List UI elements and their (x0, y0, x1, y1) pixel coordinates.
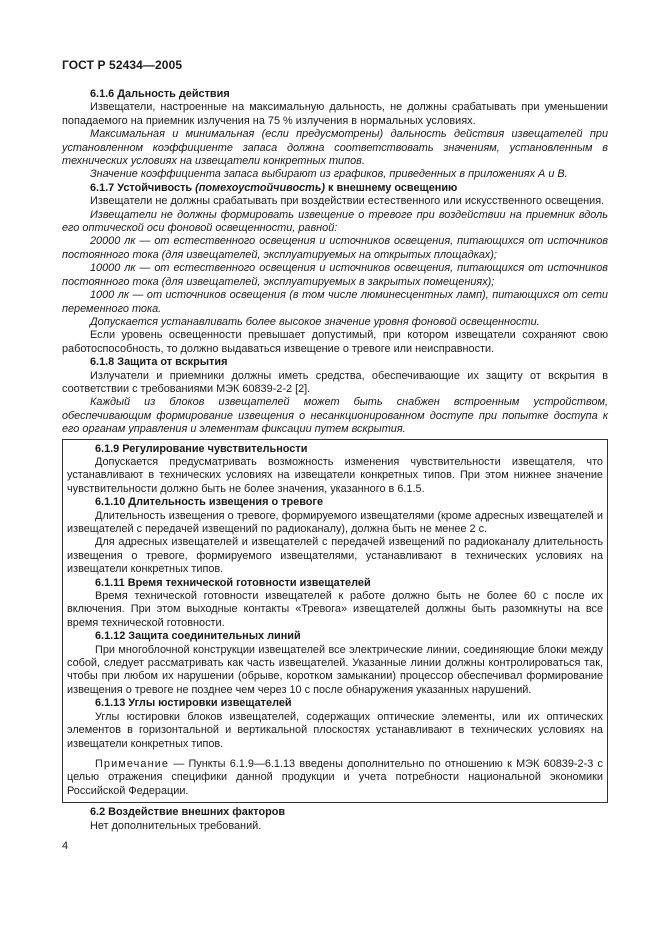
section-6-2-heading: 6.2 Воздействие внешних факторов (90, 806, 286, 819)
section-6-1-12-heading: 6.1.12 Защита соединительных линий (95, 630, 301, 643)
section-6-1-6-paragraph: Извещатели, настроенные на максимальную дальность, не должны срабатывать при уменьшении попадаемого на приемник излучения на 75 % излучения в нормальных условиях. (62, 101, 608, 127)
section-6-1-6-paragraph: Максимальная и минимальная (если предусмотрены) дальность действия извещателей при установленном коэффициенте запаса должна соответствовать значениям, установленным в технических условиях на извещатели конкретных типов. (62, 128, 608, 168)
document-body (62, 88, 608, 833)
section-6-1-9-heading: 6.1.9 Регулирование чувствительности (95, 442, 308, 455)
section-6-1-11-paragraph: Время технической готовности извещателей к работе должно быть не более 60 с после их включения. При этом выходные контакты «Тревога» извещателей должны быть разомкнуты на все время технической готовности. (67, 590, 603, 629)
section-6-1-12-paragraph: При многоблочной конструкции извещателей все электрические линии, соединяющие блоки между собой, следует рассматривать как часть извещателей. Указанные линии должны контролироваться так, чтобы при любом их нарушении (обрыве, коротком замыкании) процессор обеспечивал формирование извещения о тревоге не позднее чем через 10 с после обнаружения указанных нарушений. (67, 643, 603, 696)
section-6-1-9-paragraph: Допускается предусматривать возможность изменения чувствительности извещателя, что устанавливают в технических условиях на извещатели конкретных типов. При этом нижнее значение чувствительности должно быть не более значения, указанного в 6.1.5. (67, 455, 603, 495)
section-6-1-7-paragraph: Извещатели не должны формировать извещение о тревоге при воздействии на приемник вдоль его оптической оси фоновой освещенности, равной: (62, 208, 608, 235)
framed-additions-box (62, 439, 608, 804)
heading-text: к внешнему освещению (324, 181, 458, 194)
section-6-1-7-paragraph: 20000 лк — от естественного освещения и источников освещения, питающихся от источников постоянного тока (для извещателей, эксплуатируемых на открытых площадках); (62, 235, 608, 261)
section-6-1-8-paragraph: Излучатели и приемники должны иметь средства, обеспечивающие их защиту от вскрытия в соответствии с требованиями МЭК 60839-2-2 [2]. (62, 369, 608, 395)
heading-italic-text: (помехоустойчивость) (195, 181, 325, 194)
section-6-1-7-paragraph: Извещатели не должны срабатывать при воздействии естественного или искусственного освещения. (90, 195, 605, 208)
note-label: Примечание (95, 757, 170, 770)
section-6-1-8-heading: 6.1.8 Защита от вскрытия (90, 356, 228, 369)
section-6-1-11-heading: 6.1.11 Время технической готовности извещателей (95, 576, 371, 589)
section-6-1-7-paragraph: Допускается устанавливать более высокое значение уровня фоновой освещенности. (90, 315, 540, 328)
section-6-1-10-heading: 6.1.10 Длительность извещения о тревоге (95, 496, 324, 509)
section-6-1-7-paragraph: 1000 лк — от источников освещения (в том числе люминесцентных ламп), питающихся от сети переменного тока. (62, 289, 608, 315)
heading-text: 6.1.7 Устойчивость (90, 181, 196, 194)
section-6-1-7-paragraph: Если уровень освещенности превышает допустимый, при котором извещатели сохраняют свою работоспособность, то должно выдаваться извещение о тревоге или неисправности. (62, 329, 608, 355)
standard-header: ГОСТ Р 52434—2005 (62, 58, 183, 72)
section-6-1-13-heading: 6.1.13 Углы юстировки извещателей (95, 697, 292, 710)
section-6-1-6-heading: 6.1.6 Дальность действия (90, 88, 230, 100)
section-6-1-8-paragraph: Каждый из блоков извещателей может быть снабжен встроенным устройством, обеспечивающим формирование извещения о несанкционированном доступе при попытке доступа к его органам управления и элементам фиксации путем вскрытия. (62, 396, 608, 436)
section-6-1-10-paragraph: Для адресных извещателей и извещателей с передачей извещений по радиоканалу длительность извещения о тревоге, формируемого извещателями, устанавливают в технических условиях на извещатели конкретных типов. (67, 536, 603, 576)
note-text: — Пункты 6.1.9—6.1.13 введены дополнительно по отношению к МЭК 60839-2-3 с целью отражения специфики данной продукции и учета потребности национальной экономики Российской Федерации. (67, 757, 603, 797)
section-6-1-6-paragraph: Значение коэффициента запаса выбирают из графиков, приведенных в приложениях А и В. (90, 168, 568, 181)
section-6-1-10-paragraph: Длительность извещения о тревоге, формируемого извещателями (кроме адресных извещателей и извещателей с передачей извещений по радиоканалу), должна быть не менее 2 с. (67, 509, 603, 535)
section-6-1-7-heading (62, 182, 608, 195)
page-number: 4 (62, 840, 69, 852)
note-paragraph (67, 758, 603, 798)
section-6-1-7-paragraph: 10000 лк — от естественного освещения и источников освещения, питающихся от источников постоянного тока (для извещателей, эксплуатируемых в закрытых помещениях); (62, 262, 608, 288)
section-6-1-13-paragraph: Углы юстировки блоков извещателей, содержащих оптические элементы, или их оптических элементов в горизонтальной и вертикальной плоскостях устанавливают в технических условиях на извещатели конкретных типов. (67, 710, 603, 750)
section-6-2-paragraph: Нет дополнительных требований. (90, 819, 262, 832)
